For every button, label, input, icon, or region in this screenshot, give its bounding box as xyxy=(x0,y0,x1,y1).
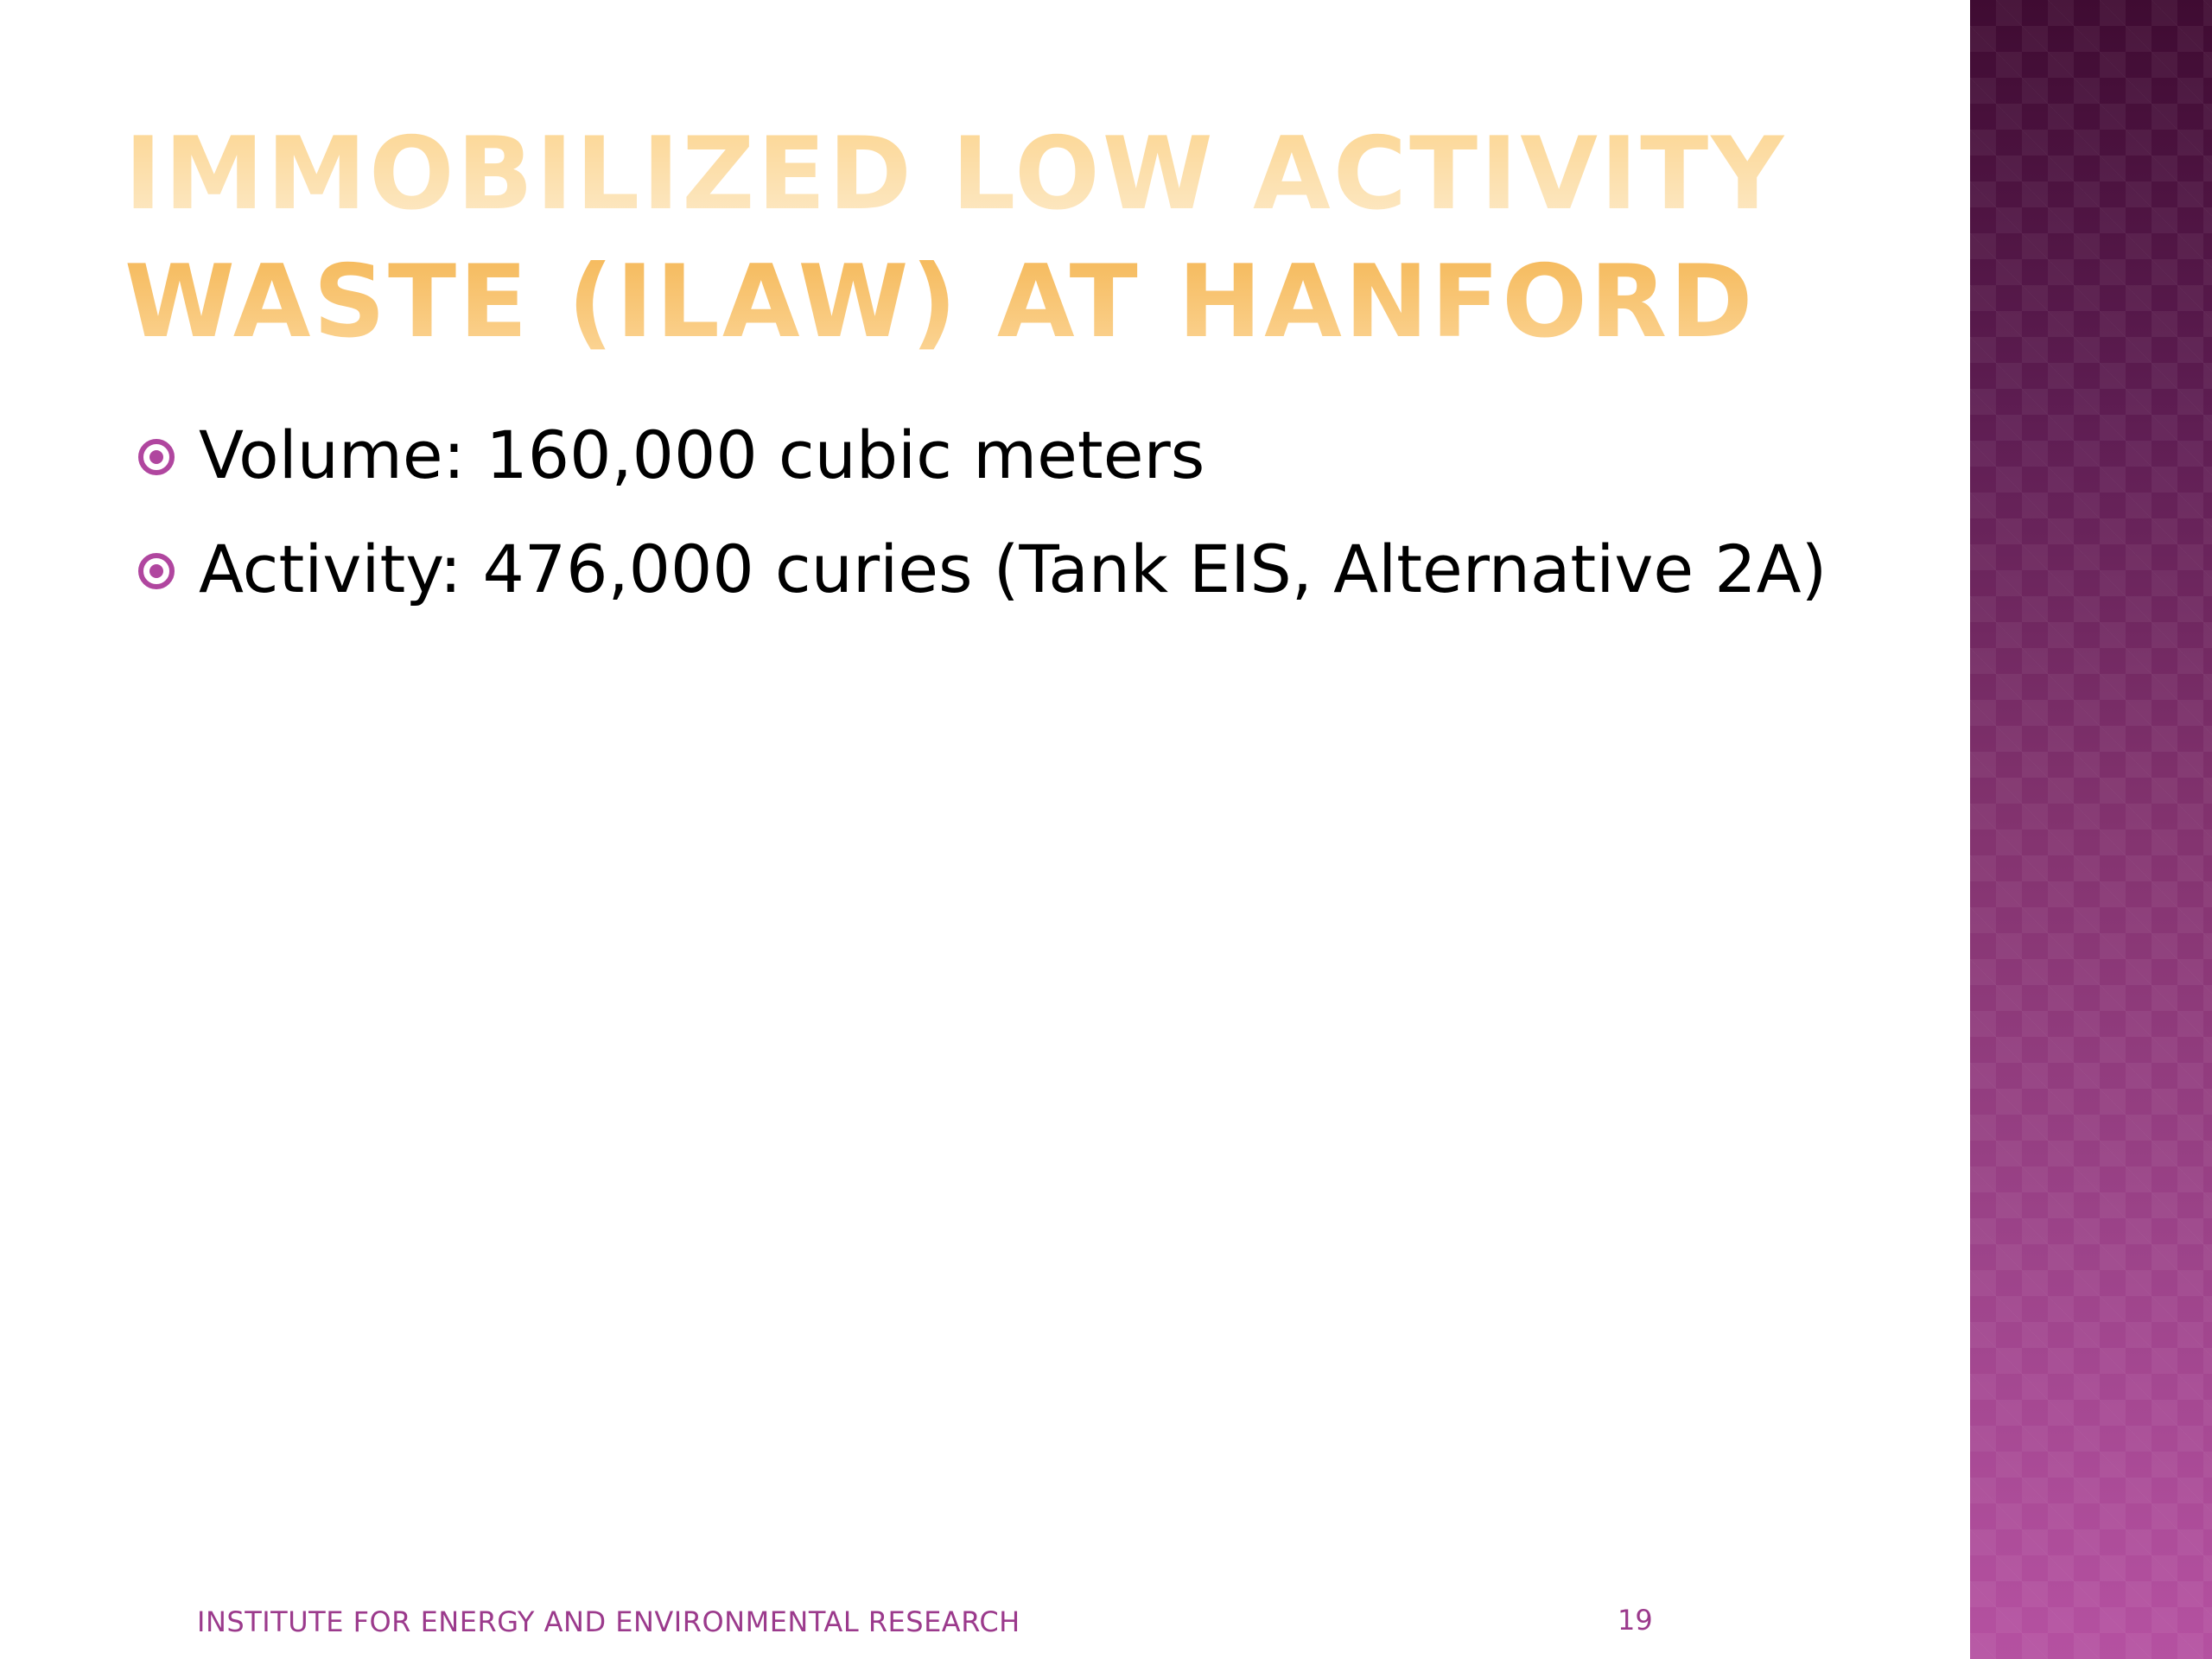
circle-dot-icon xyxy=(138,439,175,475)
slide-footer: INSTITUTE FOR ENERGY AND ENVIRONMENTAL RESEARCH xyxy=(197,1605,1020,1638)
bullet-item-volume xyxy=(138,404,1866,506)
page-number: 19 xyxy=(1618,1604,1653,1637)
bullet-text: Activity: 476,000 curies (Tank EIS, Alternative 2A) xyxy=(199,531,1827,607)
bullet-text: Volume: 160,000 cubic meters xyxy=(199,416,1205,493)
bullet-list xyxy=(138,404,1866,632)
decorative-side-band xyxy=(1970,0,2212,1659)
circle-dot-icon xyxy=(138,553,175,589)
bullet-item-activity xyxy=(138,518,1866,620)
slide-title: IMMOBILIZED LOW ACTIVITY WASTE (ILAW) AT HANFORD xyxy=(124,111,1870,366)
